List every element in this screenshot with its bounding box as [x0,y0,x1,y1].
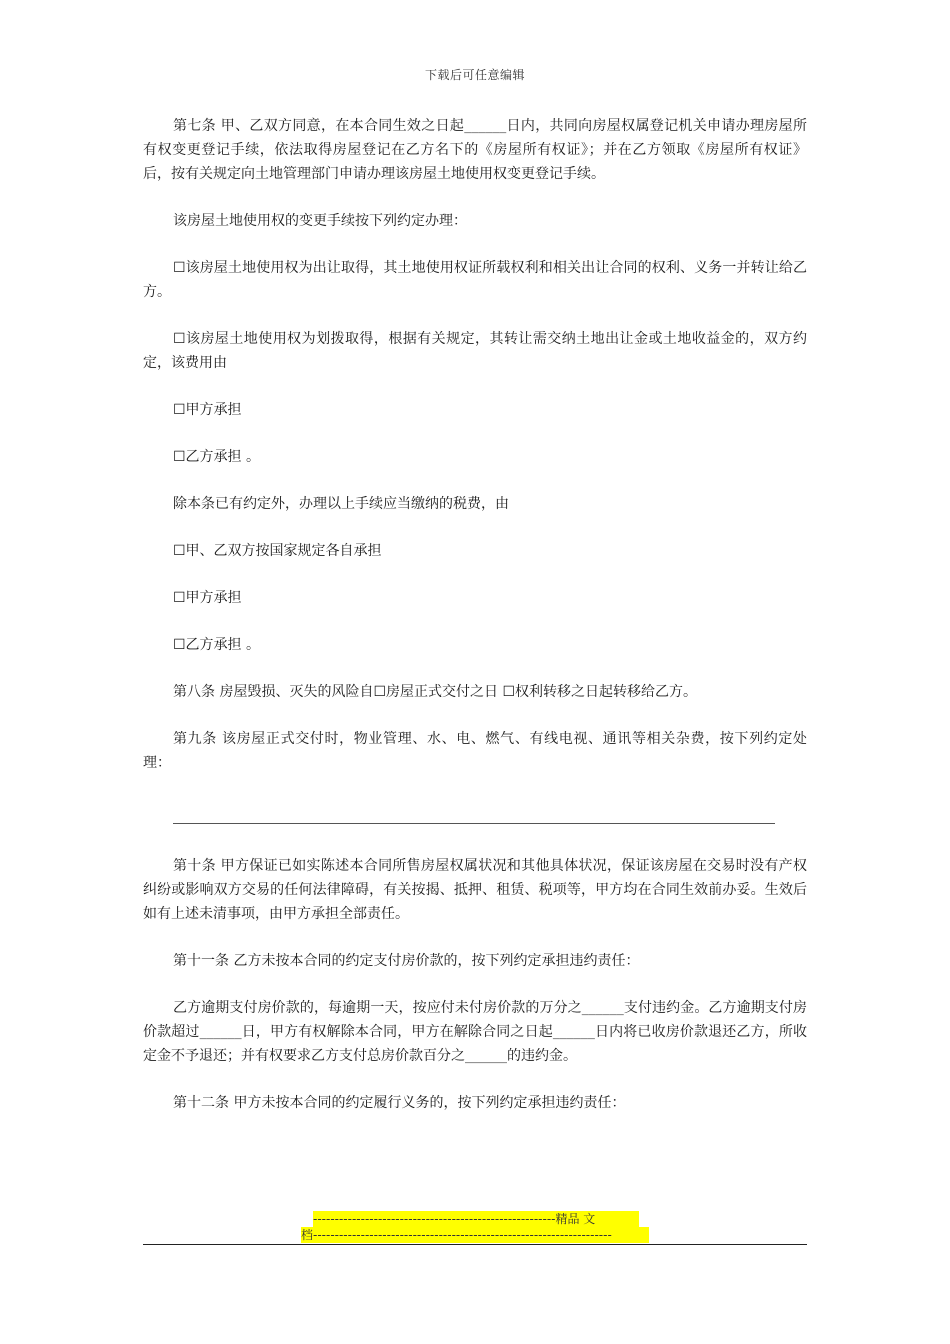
fill-in-line [173,823,775,824]
paragraph-article-11: 第十一条 乙方未按本合同的约定支付房价款的，按下列约定承担违约责任： [173,953,640,969]
paragraph-late-payment: 乙方逾期支付房价款的，每逾期一天，按应付未付房价款的万分之______支付违约金。乙方逾期支付房价款超过______日，甲方有权解除本合同，甲方在解除合同之日起______日内将已收房价款退还乙方，所收定金不予退还；并有权要求乙方支付总房价款百分之______的违约金。 [143,1000,807,1064]
option-party-b-bears: ☐乙方承担 。 [173,449,261,465]
footer-highlight-line-1: --------------------------------------------------------精品 文 [313,1211,639,1227]
paragraph-article-10: 第十条 甲方保证已如实陈述本合同所售房屋权属状况和其他具体状况，保证该房屋在交易时没有产权纠纷或影响双方交易的任何法律障碍，有关按揭、抵押、租赁、税项等，甲方均在合同生效前办妥。生效后如有上述未清事项，由甲方承担全部责任。 [143,858,807,922]
paragraph-article-8: 第八条 房屋毁损、灭失的风险自☐房屋正式交付之日 ☐权利转移之日起转移给乙方。 [173,684,697,700]
footer-rule [143,1244,807,1245]
option-party-a-bears-2: ☐甲方承担 [173,590,242,606]
option-party-a-bears: ☐甲方承担 [173,402,242,418]
paragraph-checkbox-transfer: ☐该房屋土地使用权为出让取得，其土地使用权证所载权利和相关出让合同的权利、义务一并转让给乙方。 [143,260,807,300]
paragraph-land-use-intro: 该房屋土地使用权的变更手续按下列约定办理： [173,213,467,229]
document-body [143,114,807,1115]
paragraph-article-9: 第九条 该房屋正式交付时，物业管理、水、电、燃气、有线电视、通讯等相关杂费，按下列约定处理： [143,731,807,771]
paragraph-taxes: 除本条已有约定外，办理以上手续应当缴纳的税费，由 [173,496,509,512]
option-party-b-bears-2: ☐乙方承担 。 [173,637,261,653]
paragraph-checkbox-allocated: ☐该房屋土地使用权为划拨取得，根据有关规定，其转让需交纳土地出让金或土地收益金的，双方约定，该费用由 [143,331,807,371]
paragraph-article-7: 第七条 甲、乙双方同意，在本合同生效之日起______日内，共同向房屋权属登记机关申请办理房屋所有权变更登记手续，依法取得房屋登记在乙方名下的《房屋所有权证》；并在乙方领取《房屋所有权证》后，按有关规定向土地管理部门申请办理该房屋土地使用权变更登记手续。 [143,118,807,182]
footer-highlight-line-2: 档--------------------------------------------------------------------- [301,1227,649,1243]
blank-line-space [143,775,807,854]
page-header: 下载后可任意编辑 [424,68,525,82]
paragraph-article-12: 第十二条 甲方未按本合同的约定履行义务的，按下列约定承担违约责任： [173,1095,626,1111]
option-both-parties: ☐甲、乙双方按国家规定各自承担 [173,543,382,559]
